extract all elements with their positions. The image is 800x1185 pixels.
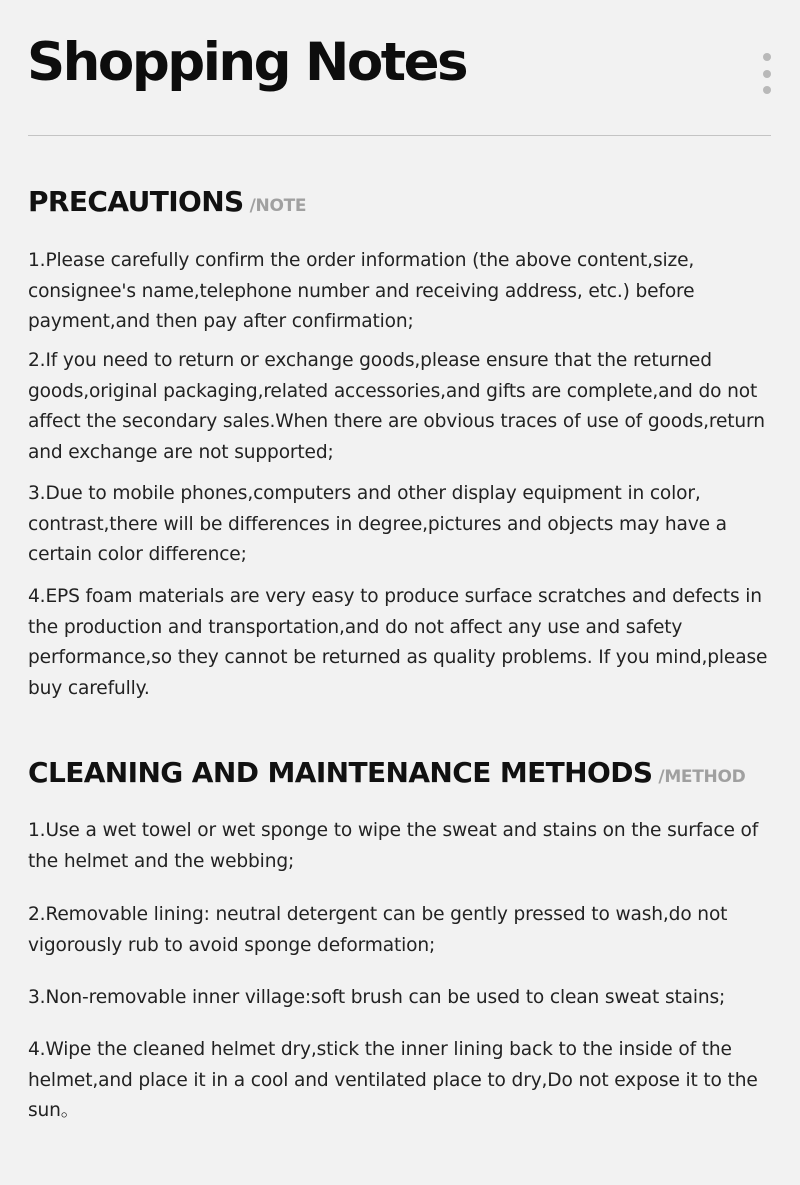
precautions-subtitle: /NOTE — [249, 196, 307, 216]
cleaning-title: CLEANING AND MAINTENANCE METHODS — [28, 756, 653, 789]
more-options-icon[interactable] — [758, 50, 776, 98]
cleaning-item-3: 3.Non-removable inner village:soft brush can be used to clean sweat stains; — [28, 987, 726, 1008]
cleaning-item-2: 2.Removable lining: neutral detergent can be gently pressed to wash,do not vigorously rub to avoid sponge deformation; — [28, 904, 728, 956]
cleaning-subtitle: /METHOD — [658, 767, 746, 787]
precautions-heading — [28, 185, 307, 218]
cleaning-item-4: 4.Wipe the cleaned helmet dry,stick the inner lining back to the inside of the helmet,and place it in a cool and ventilated place to dry,Do not expose it to the sun。 — [28, 1039, 758, 1121]
page-title: Shopping Notes — [27, 32, 467, 93]
more-options-dot — [763, 53, 771, 61]
precautions-title: PRECAUTIONS — [28, 185, 244, 218]
precaution-item-2: 2.If you need to return or exchange goods,please ensure that the returned goods,original packaging,related accessories,and gifts are complete,and do not affect the secondary sales.When there are obvious traces of use of goods,return and exchange are not supported; — [28, 350, 765, 463]
header-divider — [28, 135, 771, 136]
precaution-item-1: 1.Please carefully confirm the order information (the above content,size, consignee's name,telephone number and receiving address, etc.) before payment,and then pay after confirmation; — [28, 250, 695, 332]
cleaning-heading — [28, 756, 746, 789]
cleaning-item-1: 1.Use a wet towel or wet sponge to wipe the sweat and stains on the surface of the helmet and the webbing; — [28, 820, 759, 872]
precaution-item-4: 4.EPS foam materials are very easy to produce surface scratches and defects in the production and transportation,and do not affect any use and safety performance,so they cannot be returned as quality problems. If you mind,please buy carefully. — [28, 586, 768, 699]
precaution-item-3: 3.Due to mobile phones,computers and other display equipment in color, contrast,there will be differences in degree,pictures and objects may have a certain color difference; — [28, 483, 727, 565]
more-options-dot — [763, 70, 771, 78]
more-options-dot — [763, 86, 771, 94]
